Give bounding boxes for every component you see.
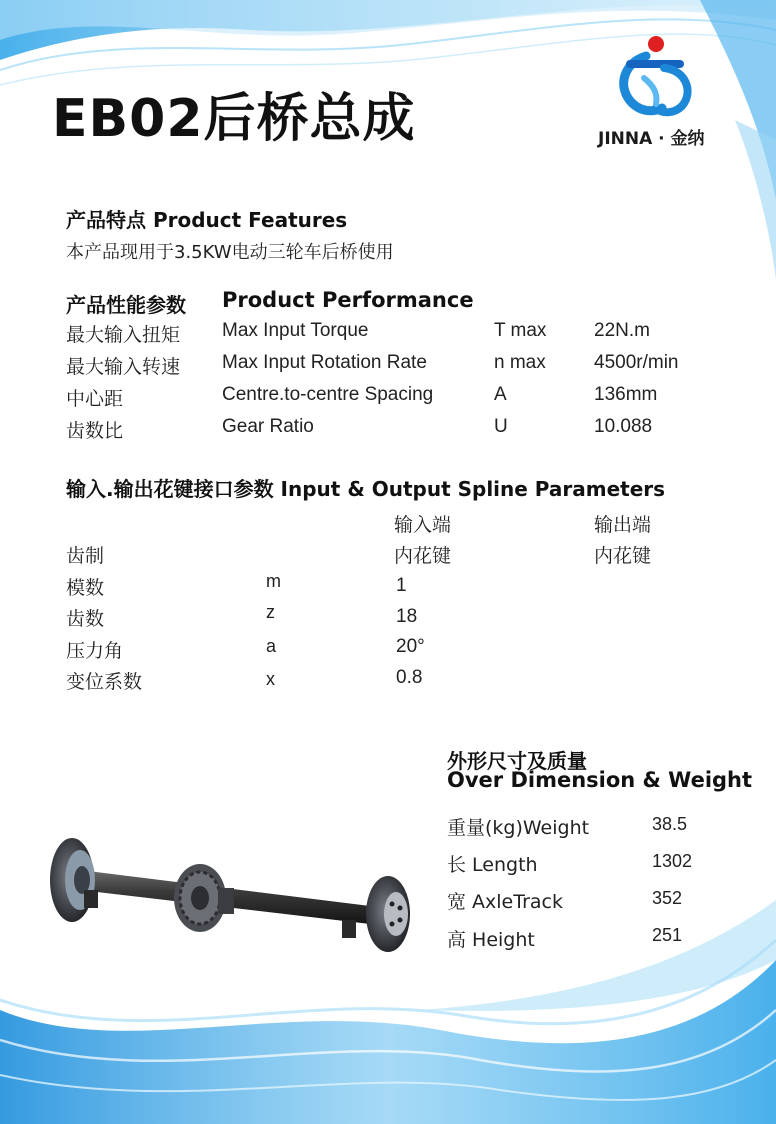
dimension-row-value: 251	[652, 925, 683, 945]
performance-row-value: 10.088	[594, 416, 653, 437]
spline-row-symbol: m	[266, 571, 281, 591]
dimension-row-label: 宽 AxleTrack	[447, 891, 563, 913]
spline-row-name: 齿制	[66, 545, 105, 567]
performance-row-en: Max Input Rotation Rate	[222, 352, 427, 373]
performance-row-cn: 最大输入转速	[66, 356, 181, 378]
dimension-row-label: 长 Length	[447, 854, 538, 876]
performance-row-value: 22N.m	[594, 320, 650, 341]
spline-row-input: 18	[396, 606, 418, 627]
spline-col-output: 输出端	[594, 514, 652, 536]
spline-row-name: 模数	[66, 577, 105, 599]
performance-row-en: Max Input Torque	[222, 320, 369, 341]
dimension-heading-cn: 外形尺寸及质量	[447, 749, 587, 773]
spline-row-symbol: z	[266, 602, 275, 622]
performance-row-symbol: A	[494, 384, 507, 405]
spline-row-name: 齿数	[66, 608, 105, 630]
features-heading: 产品特点 Product Features	[66, 208, 348, 232]
spline-row-name: 压力角	[66, 640, 124, 662]
performance-row-cn: 中心距	[66, 388, 124, 410]
performance-row-symbol: T max	[494, 320, 547, 341]
performance-row-cn: 最大输入扭矩	[66, 324, 181, 346]
spline-row-input: 1	[396, 575, 407, 596]
spline-row-output: 内花键	[594, 545, 652, 567]
dimension-row-value: 1302	[652, 851, 693, 871]
jinna-logo-icon	[606, 34, 716, 120]
performance-row-value: 4500r/min	[594, 352, 679, 373]
spline-col-input: 输入端	[394, 514, 452, 536]
dimension-row-value: 352	[652, 888, 683, 908]
performance-row-value: 136mm	[594, 384, 658, 405]
performance-heading-en: Product Performance	[222, 288, 474, 312]
spline-row-symbol: a	[266, 636, 277, 656]
performance-row-symbol: U	[494, 416, 508, 437]
performance-heading-cn: 产品性能参数	[66, 293, 186, 317]
dimension-heading-en: Over Dimension & Weight	[447, 768, 753, 792]
spline-row-input: 内花键	[394, 545, 452, 567]
spline-heading: 输入.输出花键接口参数 Input & Output Spline Parameters	[66, 477, 666, 501]
performance-row-cn: 齿数比	[66, 420, 124, 442]
performance-row-en: Gear Ratio	[222, 416, 314, 437]
brand-name: JINNA · 金纳	[598, 129, 705, 149]
spline-row-input: 20°	[396, 636, 425, 657]
dimension-row-label: 重量(kg)Weight	[447, 817, 590, 839]
dimension-row-value: 38.5	[652, 814, 688, 834]
dimension-row-label: 高 Height	[447, 929, 535, 951]
spline-row-name: 变位系数	[66, 671, 143, 693]
rear-axle-image	[40, 828, 420, 958]
page-title: EB02后桥总成	[52, 89, 416, 149]
performance-row-en: Centre.to-centre Spacing	[222, 384, 434, 405]
features-text: 本产品现用于3.5KW电动三轮车后桥使用	[66, 242, 394, 263]
spline-row-symbol: x	[266, 669, 275, 689]
spline-row-input: 0.8	[396, 667, 423, 688]
performance-row-symbol: n max	[494, 352, 546, 373]
